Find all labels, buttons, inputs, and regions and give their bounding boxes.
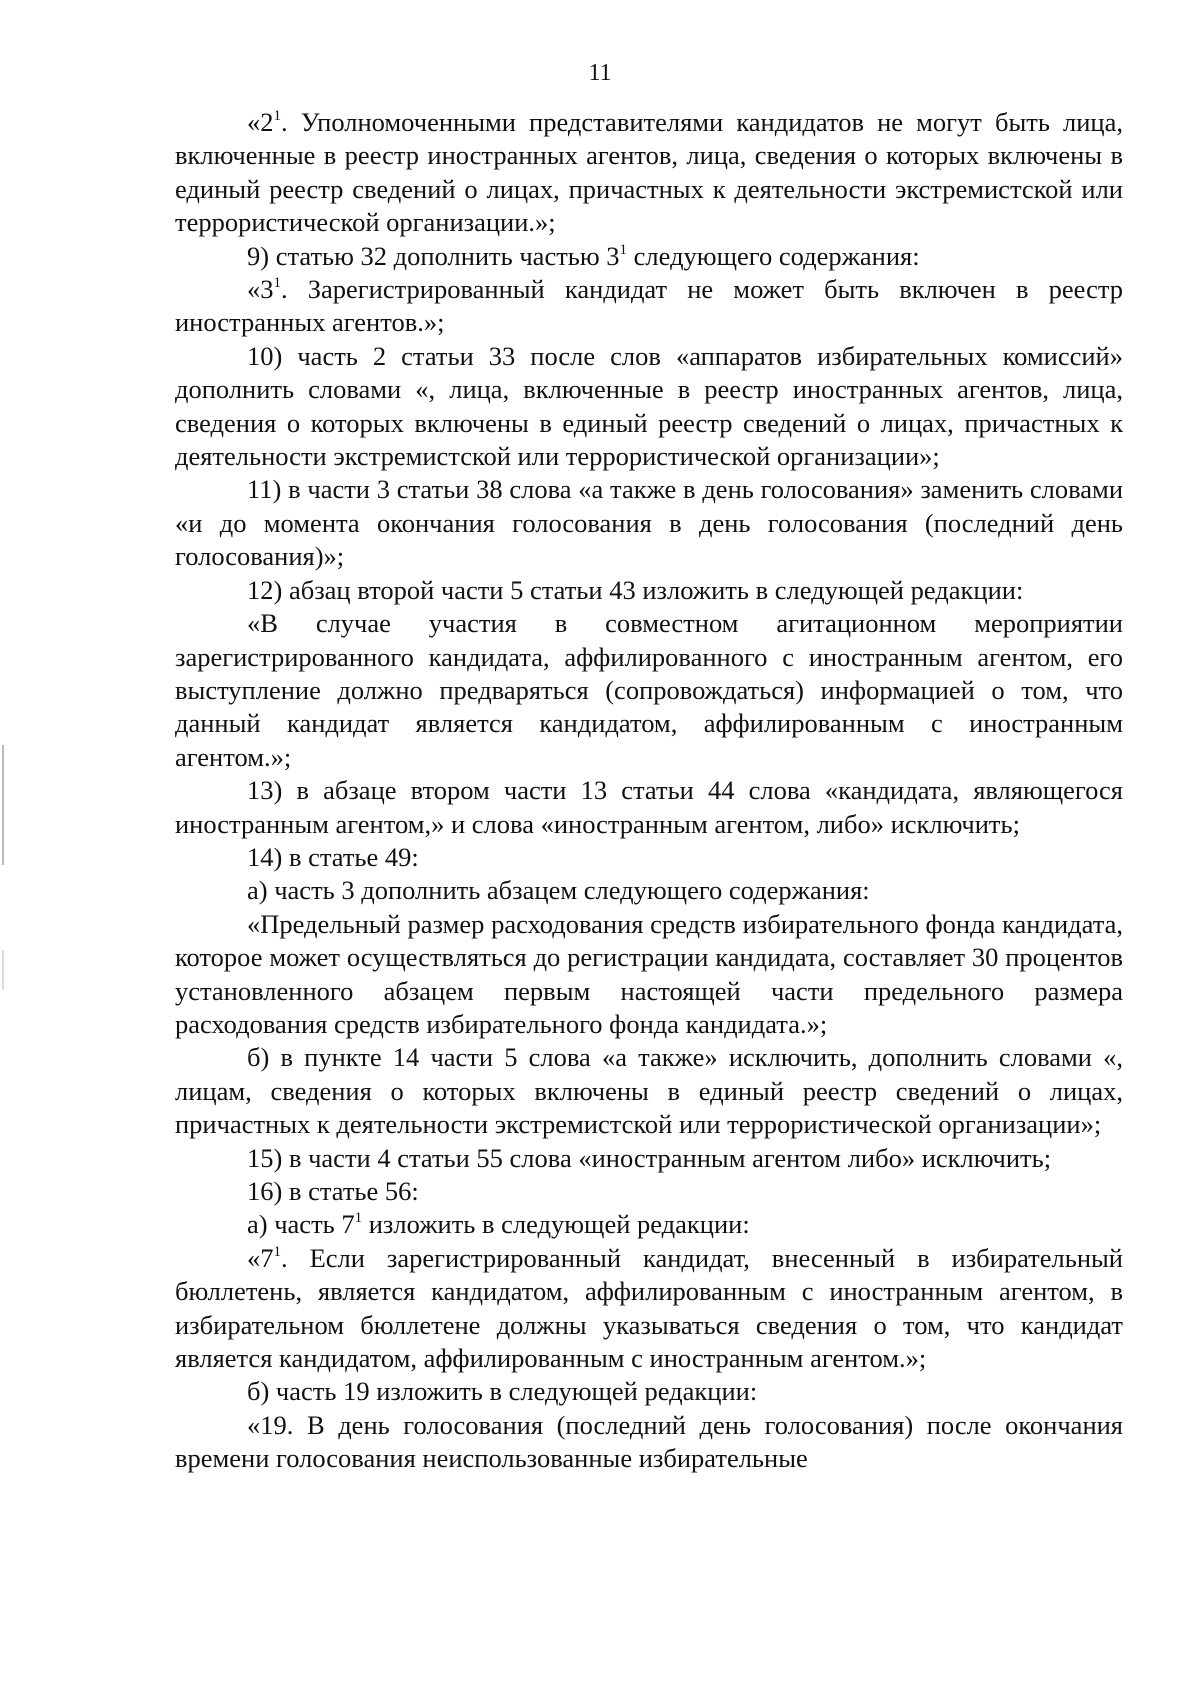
superscript-index: 1 xyxy=(273,1243,281,1260)
paragraph-text-continued: . Если зарегистрированный кандидат, внесенный в избирательный бюллетень, является кандидатом, аффилированным с иностранным агентом, в избирательном бюллетене должны указываться сведения о том, что кандидат является кандидатом, аффилированным с иностранным агентом.»; xyxy=(175,1242,1123,1374)
paragraph xyxy=(175,774,1123,841)
paragraph xyxy=(175,1041,1123,1141)
paragraph xyxy=(175,473,1123,573)
paragraph xyxy=(175,841,1123,874)
paragraph-text-continued: следующего содержания: xyxy=(627,240,920,271)
paragraph-text: б) часть 19 изложить в следующей редакции: xyxy=(247,1376,758,1407)
superscript-index: 1 xyxy=(273,274,281,291)
paragraph xyxy=(175,240,1123,273)
paragraph-text: 15) в части 4 статьи 55 слова «иностранным агентом либо» исключить; xyxy=(247,1142,1052,1173)
paragraph-text: а) часть 3 дополнить абзацем следующего содержания: xyxy=(247,875,870,906)
paragraph-text: «7 xyxy=(247,1242,274,1273)
paragraph-text: «В случае участия в совместном агитационном мероприятии зарегистрированного кандидата, аффилированного с иностранным агентом, его выступление должно предваряться (сопровождаться) информацией о том, что данный кандидат является кандидатом, аффилированным с иностранным агентом.»; xyxy=(175,608,1123,772)
paragraph-text: 10) часть 2 статьи 33 после слов «аппаратов избирательных комиссий» дополнить словами «, лица, включенные в реестр иностранных агентов, лица, сведения о которых включены в единый реестр сведений о лицах, причастных к деятельности экстремистской или террористической организации»; xyxy=(175,340,1123,472)
paragraph xyxy=(175,1409,1123,1476)
superscript-index: 1 xyxy=(619,241,628,258)
scan-edge-mark xyxy=(2,745,4,865)
paragraph xyxy=(175,607,1123,774)
paragraph xyxy=(175,273,1123,340)
paragraph-text-continued: . Зарегистрированный кандидат не может быть включен в реестр иностранных агентов.»; xyxy=(175,274,1123,338)
paragraph xyxy=(175,908,1123,1042)
superscript-index: 1 xyxy=(354,1210,363,1227)
paragraph xyxy=(175,106,1123,240)
paragraph-text: 13) в абзаце втором части 13 статьи 44 слова «кандидата, являющегося иностранным агентом,» и слова «иностранным агентом, либо» исключить; xyxy=(175,775,1123,839)
paragraph-text-continued: изложить в следующей редакции: xyxy=(362,1209,750,1240)
paragraph xyxy=(175,1175,1123,1208)
paragraph-text: «19. В день голосования (последний день голосования) после окончания времени голосования неиспользованные избирательные xyxy=(175,1409,1123,1474)
paragraph-text: «3 xyxy=(247,274,274,305)
paragraph xyxy=(175,1208,1123,1241)
paragraph-text: а) часть 7 xyxy=(247,1209,355,1240)
paragraph xyxy=(175,1375,1123,1408)
paragraph-text: 11) в части 3 статьи 38 слова «а также в день голосования» заменить словами «и до момента окончания голосования в день голосования (последний день голосования)»; xyxy=(175,474,1123,572)
superscript-index: 1 xyxy=(273,107,281,124)
document-body xyxy=(175,106,1123,1476)
scan-edge-mark xyxy=(2,950,4,990)
paragraph-text: 16) в статье 56: xyxy=(247,1176,419,1206)
paragraph xyxy=(175,1242,1123,1376)
paragraph-text: «Предельный размер расходования средств избирательного фонда кандидата, которое может осуществляться до регистрации кандидата, составляет 30 процентов установленного абзацем первым настоящей части предельного размера расходования средств избирательного фонда кандидата.»; xyxy=(175,908,1123,1039)
page-number: 11 xyxy=(588,60,612,86)
paragraph xyxy=(175,340,1123,474)
paragraph xyxy=(175,1142,1123,1175)
paragraph xyxy=(175,574,1123,607)
paragraph-text: 14) в статье 49: xyxy=(247,841,419,872)
paragraph-text-continued: . Уполномоченными представителями кандидатов не могут быть лица, включенные в реестр иностранных агентов, лица, сведения о которых включены в единый реестр сведений о лицах, причастных к деятельности экстремистской или террористической организации.»; xyxy=(175,107,1123,238)
paragraph-text: 9) статью 32 дополнить частью 3 xyxy=(247,240,620,271)
paragraph-text: б) в пункте 14 части 5 слова «а также» исключить, дополнить словами «, лицам, сведения о которых включены в единый реестр сведений о лицах, причастных к деятельности экстремистской или террористической организации»; xyxy=(175,1042,1123,1140)
paragraph-text: 12) абзац второй части 5 статьи 43 изложить в следующей редакции: xyxy=(247,574,1024,605)
paragraph xyxy=(175,874,1123,907)
paragraph-text: «2 xyxy=(247,107,274,137)
